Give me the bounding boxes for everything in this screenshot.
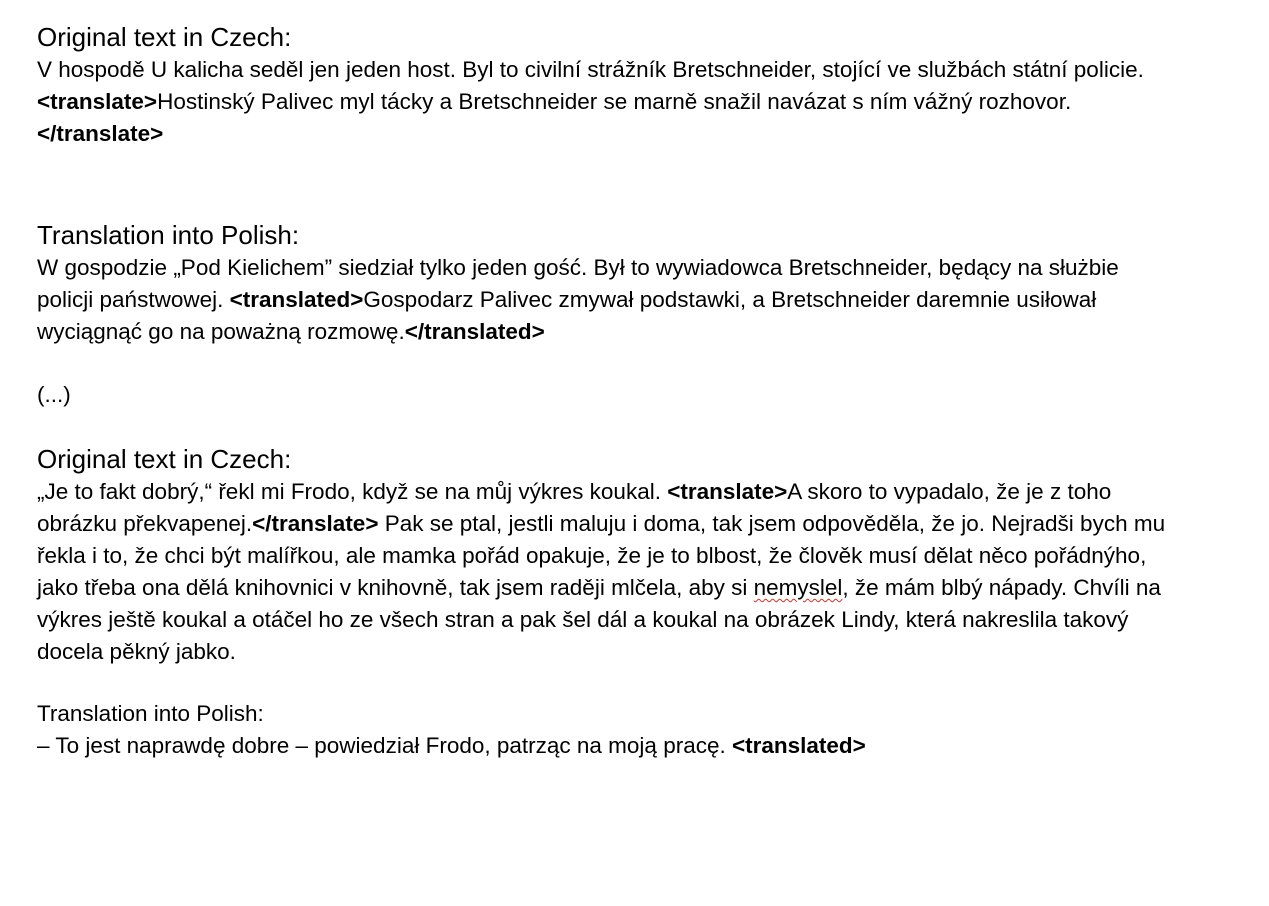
text-segment-tagged: Gospodarz Palivec zmywał podstawki, a Bretschneider daremnie usiłował wyciągnąć go na poważną rozmowę. <box>37 287 1097 344</box>
translate-open-tag: <translate> <box>667 479 788 504</box>
translate-close-tag: </translate> <box>252 511 379 536</box>
text-segment: W gospodzie „Pod Kielichem” siedział tylko jeden gość. Był to wywiadowca Bretschneider, będący na służbie policji państwowej. <box>37 255 1119 312</box>
translated-open-tag: <translated> <box>731 733 866 758</box>
text-segment: V hospodě U kalicha seděl jen jeden host. Byl to civilní strážník Bretschneider, stojící ve službách státní policie. <box>37 57 1144 82</box>
text-segment-tagged: A skoro to vypadalo, že je z toho obrázku překvapenej. <box>37 479 1112 536</box>
text-segment: , že mám blbý nápady. Chvíli na výkres ještě koukal a otáčel ho ze všech stran a pak šel dál a koukal na obrázek Lindy, která nakreslila takový docela pěkný jabko. <box>37 575 1161 664</box>
spacer <box>37 348 1177 379</box>
heading-translation-polish-1: Translation into Polish: <box>37 220 300 250</box>
document-body <box>37 20 1177 762</box>
text-segment: – To jest naprawdę dobre – powiedział Frodo, patrząc na moją pracę. <box>37 733 732 758</box>
translate-open-tag: <translate> <box>37 89 158 114</box>
paragraph-original-czech-2 <box>37 476 1177 668</box>
spacer <box>37 150 1177 218</box>
heading-original-czech-2: Original text in Czech: <box>37 444 292 474</box>
paragraph-translation-polish-2 <box>37 730 1177 762</box>
translate-close-tag: </translate> <box>37 121 164 146</box>
spacer <box>37 411 1177 442</box>
ellipsis: (...) <box>37 382 71 407</box>
translated-close-tag: </translated> <box>404 319 545 344</box>
misspelled-word[interactable]: nemyslel <box>753 575 843 600</box>
text-segment-tagged: Hostinský Palivec myl tácky a Bretschneider se marně snažil navázat s ním vážný rozhovor. <box>157 89 1072 114</box>
text-segment: Pak se ptal, jestli maluju i doma, tak jsem odpověděla, že jo. Nejradši bych mu řekla i to, že chci být malířkou, ale mamka pořád opakuje, že je to blbost, že člověk musí dělat něco pořádnýho, jako třeba ona dělá knihovnici v knihovně, tak jsem raději mlčela, aby si <box>37 511 1166 600</box>
heading-translation-polish-2: Translation into Polish: <box>37 701 264 726</box>
spacer <box>37 668 1177 698</box>
paragraph-translation-polish-1 <box>37 252 1177 348</box>
heading-original-czech-1: Original text in Czech: <box>37 22 292 52</box>
text-segment: „Je to fakt dobrý,“ řekl mi Frodo, když se na můj výkres koukal. <box>37 479 668 504</box>
translated-open-tag: <translated> <box>229 287 364 312</box>
paragraph-original-czech-1 <box>37 54 1177 150</box>
